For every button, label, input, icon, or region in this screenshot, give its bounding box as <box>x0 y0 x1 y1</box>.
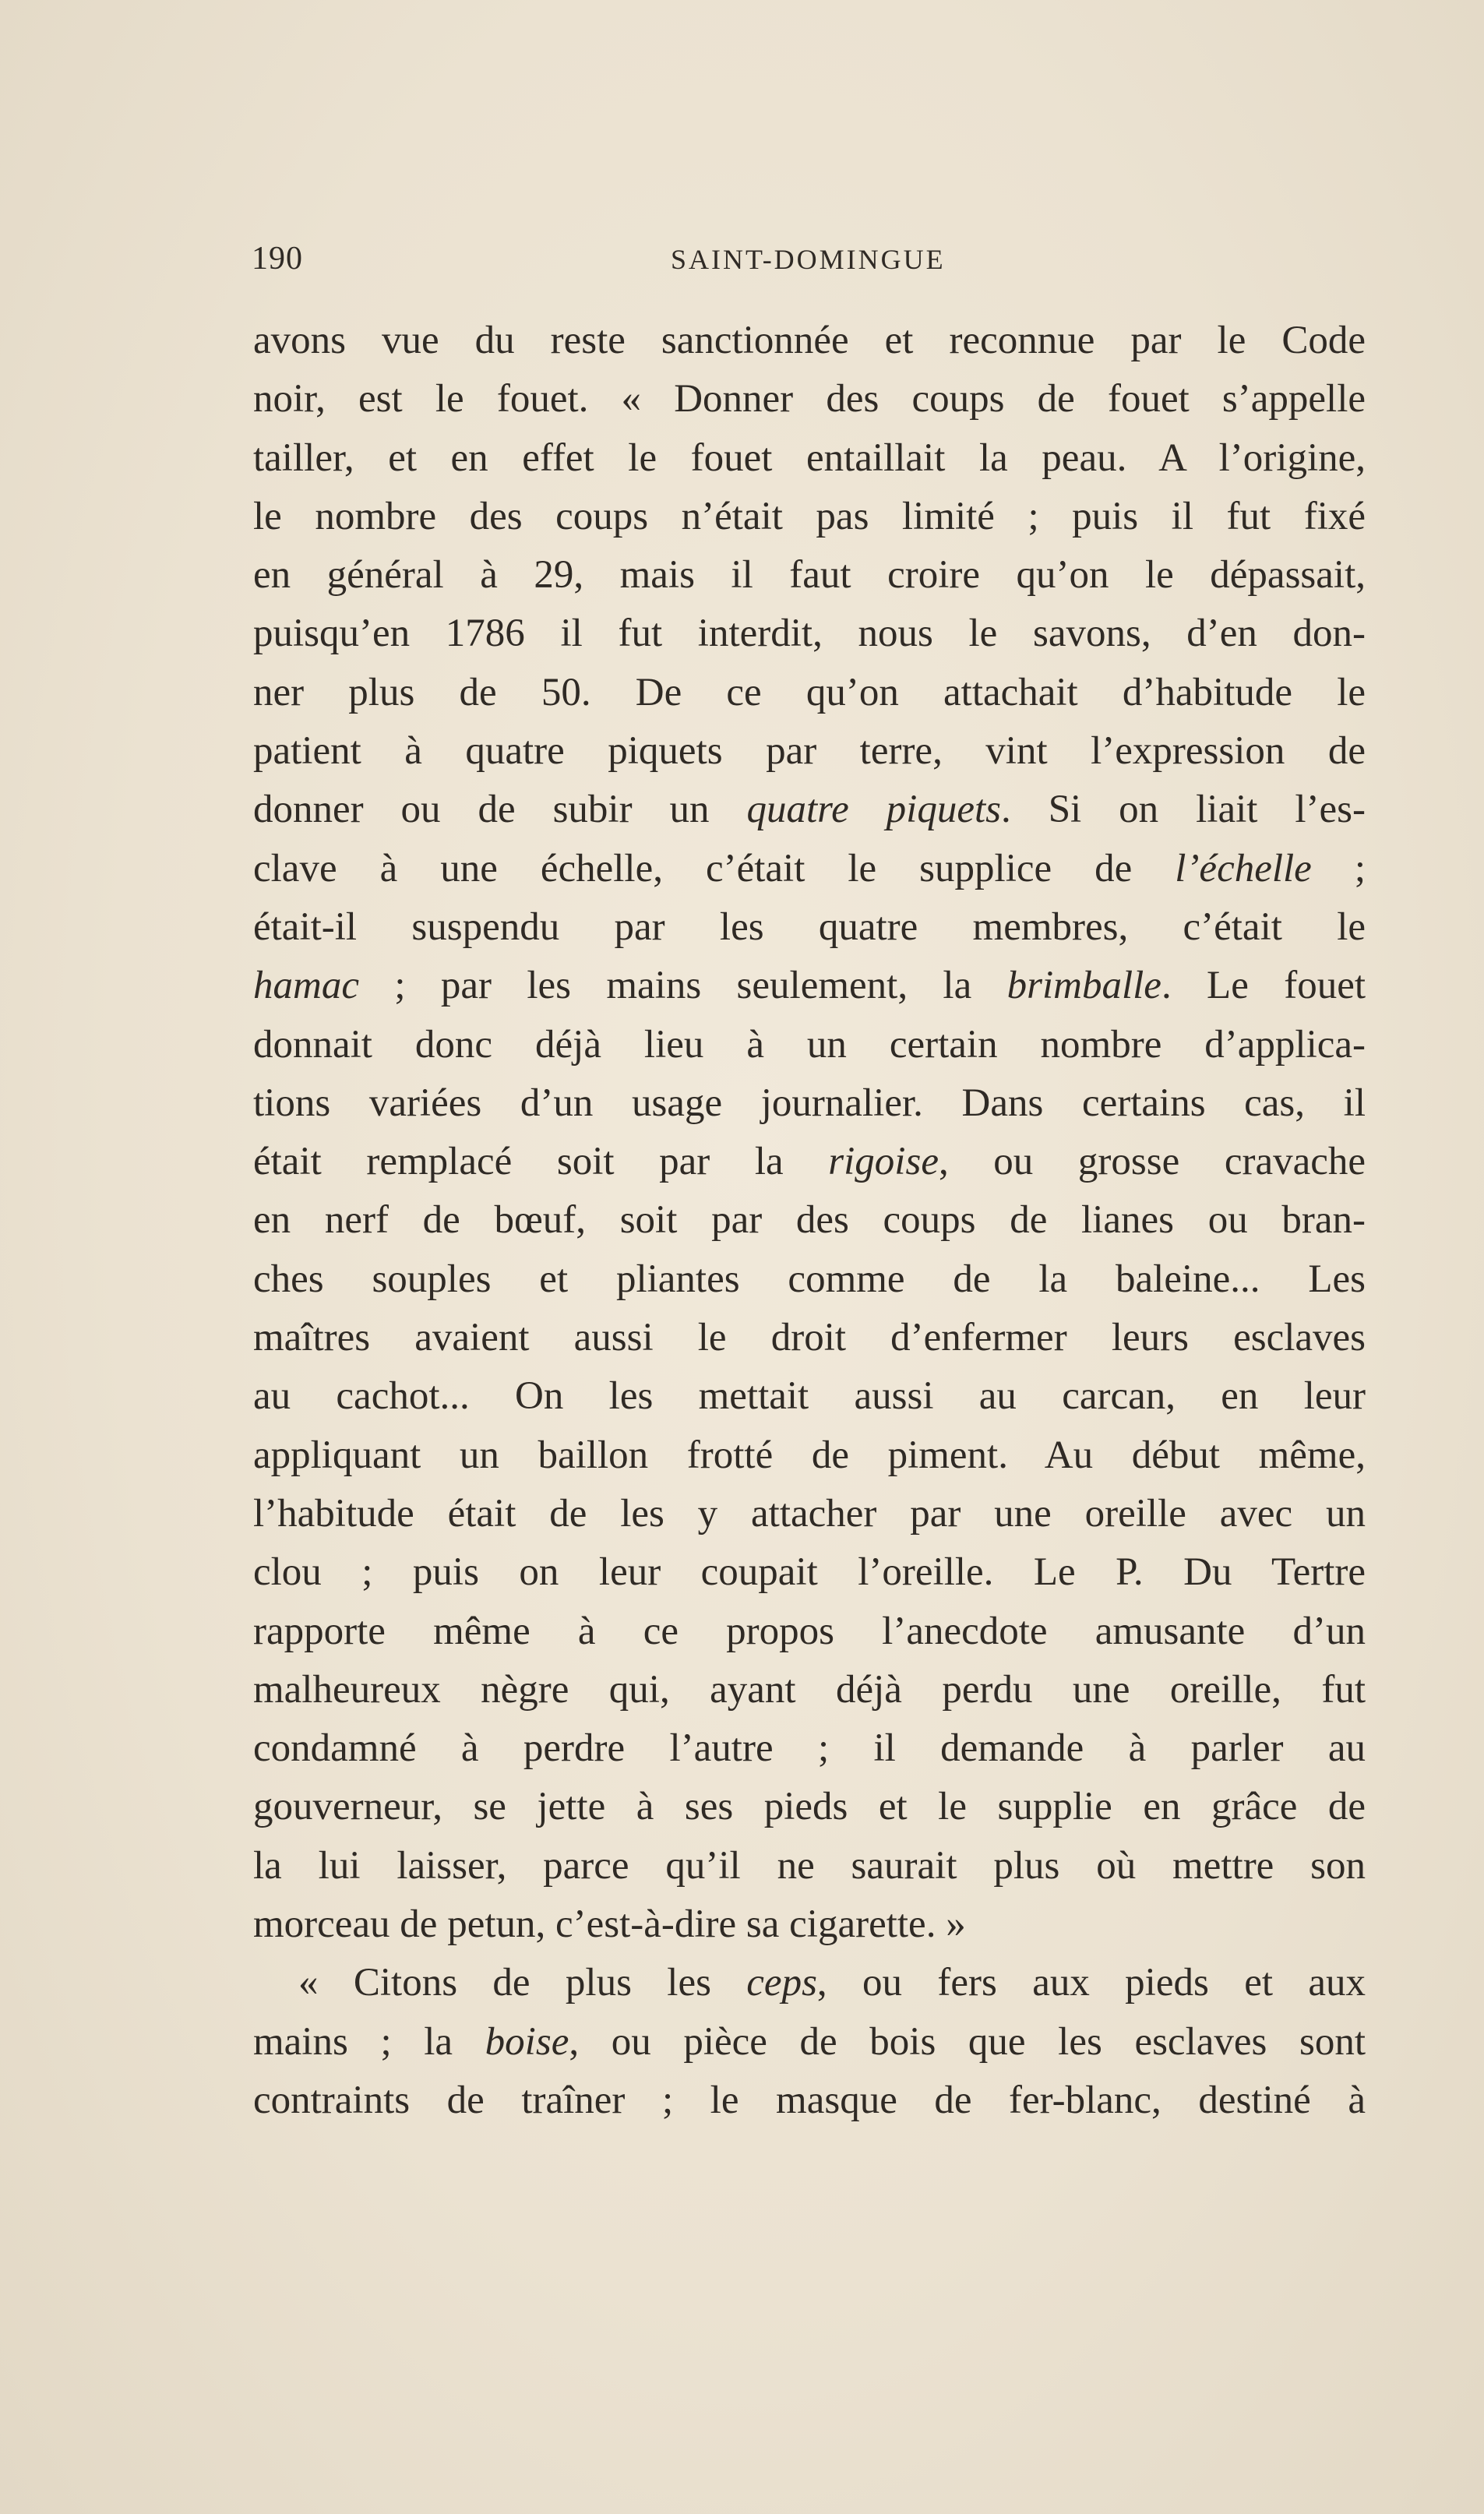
text-line <box>253 312 1366 370</box>
text-line <box>253 370 1366 428</box>
page-number: 190 <box>252 241 303 277</box>
text-line <box>253 840 1366 898</box>
text-line <box>253 1367 1366 1426</box>
text-line <box>253 1309 1366 1367</box>
text-run: ner plus de 50. De ce qu’on attachait d’habitude le <box>253 670 1366 714</box>
text-run: ; <box>1311 846 1366 890</box>
text-run: , ou fers aux pieds et aux <box>816 1961 1366 2005</box>
text-run: en général à 29, mais il faut croire qu’on le dépassait, <box>253 553 1366 598</box>
text-line <box>253 2071 1366 2130</box>
text-run: condamné à perdre l’autre ; il demande à parler au <box>253 1726 1366 1771</box>
text-run: puisqu’en 1786 il fut interdit, nous le savons, d’en don- <box>253 612 1366 656</box>
text-run: mains ; la <box>253 2019 485 2064</box>
body-text <box>253 312 1366 2130</box>
italic-term: ceps <box>746 1961 817 2005</box>
text-line <box>253 1954 1366 2012</box>
text-line <box>253 429 1366 488</box>
text-line <box>253 1778 1366 1836</box>
text-line <box>253 1426 1366 1485</box>
text-line <box>253 1661 1366 1719</box>
text-run: donner ou de subir un <box>253 788 747 832</box>
text-line <box>253 781 1366 839</box>
text-line <box>253 1074 1366 1133</box>
text-run: au cachot... On les mettait aussi au carcan, en leur <box>253 1374 1366 1419</box>
running-title: SAINT-DOMINGUE <box>671 244 946 275</box>
text-run: , ou pièce de bois que les esclaves sont <box>569 2019 1366 2064</box>
text-line <box>253 664 1366 722</box>
text-run: , ou grosse cravache <box>938 1140 1366 1184</box>
text-run: la lui laisser, parce qu’il ne saurait plus où mettre son <box>253 1843 1366 1888</box>
text-run: patient à quatre piquets par terre, vint l’expression de <box>253 729 1366 774</box>
text-run: le nombre des coups n’était pas limité ; puis il fut fixé <box>253 494 1366 538</box>
italic-term: hamac <box>253 964 359 1008</box>
text-run: appliquant un baillon frotté de piment. Au début même, <box>253 1433 1366 1477</box>
text-line <box>253 1485 1366 1543</box>
text-run: ches souples et pliantes comme de la baleine... Les <box>253 1257 1366 1301</box>
text-run: rapporte même à ce propos l’anecdote amusante d’un <box>253 1609 1366 1653</box>
text-run: noir, est le fouet. « Donner des coups de fouet s’appelle <box>253 377 1366 421</box>
text-line <box>253 722 1366 781</box>
text-run: . Le fouet <box>1161 964 1366 1008</box>
text-line <box>253 1719 1366 1778</box>
text-line <box>253 488 1366 546</box>
text-line <box>253 546 1366 605</box>
running-head <box>252 240 1366 279</box>
text-run: clave à une échelle, c’était le supplice de <box>253 846 1176 890</box>
text-line <box>253 1895 1366 1954</box>
text-line <box>253 2013 1366 2071</box>
text-run: malheureux nègre qui, ayant déjà perdu une oreille, fut <box>253 1667 1366 1712</box>
italic-term: brimballe <box>1006 964 1161 1008</box>
text-run: morceau de petun, c’est-à-dire sa cigarette. » <box>253 1902 966 1947</box>
text-run: donnait donc déjà lieu à un certain nombre d’applica- <box>253 1022 1366 1067</box>
text-run: . Si on liait l’es- <box>1001 788 1366 832</box>
text-run: était remplacé soit par la <box>253 1140 829 1184</box>
text-run: « Citons de plus les <box>298 1961 747 2005</box>
text-line <box>253 1837 1366 1895</box>
italic-term: boise <box>485 2019 569 2064</box>
text-line <box>253 898 1366 957</box>
text-run: avons vue du reste sanctionnée et reconnue par le Code <box>253 319 1366 362</box>
text-run: était-il suspendu par les quatre membres, c’était le <box>253 904 1366 949</box>
text-line <box>253 1603 1366 1661</box>
text-run: clou ; puis on leur coupait l’oreille. Le P. Du Tertre <box>253 1550 1366 1595</box>
italic-term: l’échelle <box>1175 846 1312 890</box>
text-run: l’habitude était de les y attacher par une oreille avec un <box>253 1491 1366 1536</box>
text-line <box>253 1133 1366 1191</box>
text-line <box>253 605 1366 663</box>
text-line <box>253 957 1366 1015</box>
italic-term: rigoise <box>828 1140 939 1184</box>
text-run: tailler, et en effet le fouet entaillait la peau. A l’origine, <box>253 435 1366 480</box>
text-run: tions variées d’un usage journalier. Dans certains cas, il <box>253 1081 1366 1125</box>
text-line <box>253 1016 1366 1074</box>
text-run: en nerf de bœuf, soit par des coups de lianes ou bran- <box>253 1198 1366 1243</box>
italic-term: quatre piquets <box>746 788 1001 832</box>
text-run: gouverneur, se jette à ses pieds et le supplie en grâce de <box>253 1785 1366 1829</box>
text-run: ; par les mains seulement, la <box>358 964 1007 1008</box>
text-line <box>253 1191 1366 1250</box>
text-line <box>253 1543 1366 1602</box>
text-run: contraints de traîner ; le masque de fer-blanc, destiné à <box>253 2078 1366 2122</box>
text-run: maîtres avaient aussi le droit d’enfermer leurs esclaves <box>253 1316 1366 1360</box>
text-line <box>253 1250 1366 1309</box>
